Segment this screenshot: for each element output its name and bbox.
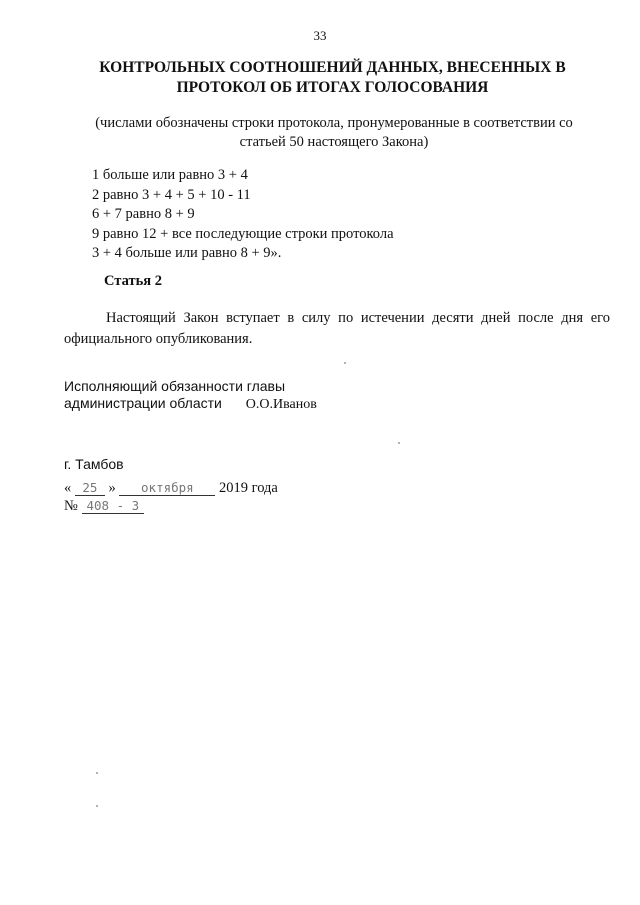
signature-position-line: администрации области: [64, 395, 222, 411]
relation-item: 1 больше или равно 3 + 4: [92, 167, 248, 183]
date-day-field: 25: [75, 480, 105, 496]
signature-position-line: Исполняющий обязанности главы: [64, 378, 286, 394]
relation-item: 9 равно 12 + все последующие строки протокола: [92, 225, 394, 242]
number-sign: №: [64, 498, 78, 514]
scan-speck: [96, 772, 98, 774]
title-line: КОНТРОЛЬНЫХ СООТНОШЕНИЙ ДАННЫХ, ВНЕСЕННЫХ В: [99, 59, 566, 76]
date-line: [64, 480, 278, 497]
city-label: г. Тамбов: [64, 456, 124, 472]
scan-speck: [96, 805, 98, 807]
scan-speck: [344, 362, 346, 364]
page-number: 33: [313, 28, 327, 43]
date-close-quote: »: [108, 480, 116, 496]
subtitle-line: статьей 50 настоящего Закона): [239, 134, 429, 150]
signatory-name: О.О.Иванов: [245, 397, 317, 412]
article-heading: Статья 2: [104, 273, 162, 289]
signature-block: [64, 378, 317, 413]
subtitle-line: (числами обозначены строки протокола, пронумерованные в соответствии со: [95, 115, 573, 131]
document-number-field: 408 - З: [82, 498, 144, 514]
date-month-field: октября: [119, 480, 215, 496]
scan-speck: [398, 442, 400, 444]
date-year: 2019 года: [219, 480, 278, 496]
control-relations-list: [92, 166, 394, 264]
title-line: ПРОТОКОЛ ОБ ИТОГАХ ГОЛОСОВАНИЯ: [176, 79, 489, 96]
date-open-quote: «: [64, 480, 72, 496]
document-number-line: [64, 498, 144, 515]
document-title: [60, 58, 605, 98]
relation-item: 3 + 4 больше или равно 8 + 9».: [92, 245, 282, 261]
article-text: Настоящий Закон вступает в силу по истечении десяти дней после дня его официального опубликования.: [64, 310, 610, 347]
document-subtitle: [70, 114, 598, 152]
relation-item: 2 равно 3 + 4 + 5 + 10 - 11: [92, 186, 251, 203]
relation-item: 6 + 7 равно 8 + 9: [92, 206, 195, 222]
